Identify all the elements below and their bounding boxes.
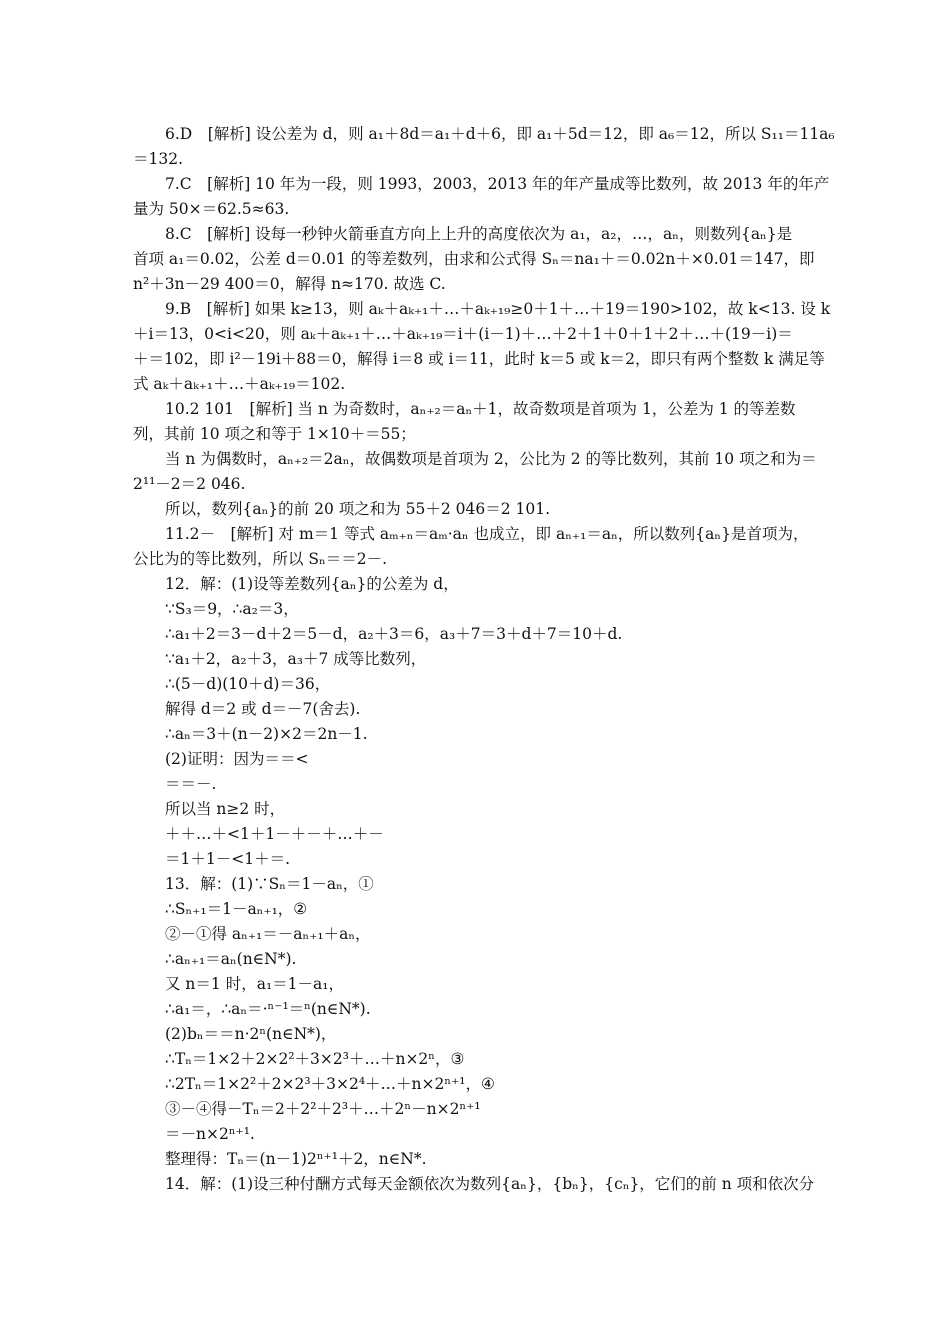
text-line: 量为 50×＝62.5≈63. xyxy=(133,200,290,218)
text-line: ∴aₙ＝3＋(n－2)×2＝2n－1. xyxy=(165,725,368,743)
text-line: ∴(5－d)(10＋d)＝36， xyxy=(165,675,331,693)
text-line: ∴Sₙ₊₁＝1－aₙ₊₁，② xyxy=(165,900,308,918)
text-line: 公比为的等比数列，所以 Sₙ＝＝2－. xyxy=(133,550,388,568)
text-line: n²＋3n－29 400＝0，解得 n≈170. 故选 C. xyxy=(133,275,446,293)
text-line: 所以当 n≥2 时， xyxy=(165,800,286,818)
text-line: (2)证明：因为＝＝< xyxy=(165,750,309,768)
text-line: ②－①得 aₙ₊₁＝－aₙ₊₁＋aₙ， xyxy=(165,925,371,943)
text-line: ∵a₁＋2，a₂＋3，a₃＋7 成等比数列， xyxy=(165,650,427,668)
text-line: (2)bₙ＝＝n·2ⁿ(n∈N*)， xyxy=(165,1025,337,1043)
text-line: ∴a₁＝，∴aₙ＝·ⁿ⁻¹＝ⁿ(n∈N*). xyxy=(165,1000,371,1018)
text-line: 所以，数列{aₙ}的前 20 项之和为 55＋2 046＝2 101. xyxy=(165,500,551,518)
text-line: ∵S₃＝9，∴a₂＝3， xyxy=(165,600,299,618)
text-line: ∴a₁＋2＝3－d＋2＝5－d，a₂＋3＝6，a₃＋7＝3＋d＋7＝10＋d. xyxy=(165,625,623,643)
text-line: ∴2Tₙ＝1×2²＋2×2³＋3×2⁴＋…＋n×2ⁿ⁺¹，④ xyxy=(165,1075,495,1093)
text-line: 13．解：(1)∵Sₙ＝1－aₙ，① xyxy=(165,875,374,893)
text-line: 列，其前 10 项之和等于 1×10＋＝55； xyxy=(133,425,416,443)
text-line: ∴Tₙ＝1×2＋2×2²＋3×2³＋…＋n×2ⁿ，③ xyxy=(165,1050,465,1068)
text-line: 11.2－ [解析] 对 m＝1 等式 aₘ₊ₙ＝aₘ·aₙ 也成立，即 aₙ₊₁＝aₙ，所以数列{aₙ}是首项为， xyxy=(165,525,809,543)
text-line: 10.2 101 [解析] 当 n 为奇数时，aₙ₊₂＝aₙ＋1，故奇数项是首项为 1，公差为 1 的等差数 xyxy=(165,400,796,418)
text-line: 6.D [解析] 设公差为 d，则 a₁＋8d＝a₁＋d＋6，即 a₁＋5d＝12，即 a₆＝12，所以 S₁₁＝11a₆ xyxy=(165,125,835,143)
text-line: 12．解：(1)设等差数列{aₙ}的公差为 d， xyxy=(165,575,459,593)
text-line: 14．解：(1)设三种付酬方式每天金额依次为数列{aₙ}，{bₙ}，{cₙ}，它们的前 n 项和依次分 xyxy=(165,1175,815,1193)
text-line: 9.B [解析] 如果 k≥13，则 aₖ＋aₖ₊₁＋…＋aₖ₊₁₉≥0＋1＋…＋19＝190>102，故 k<13. 设 k xyxy=(165,300,831,318)
text-line: 2¹¹－2＝2 046. xyxy=(133,475,246,493)
text-line: 7.C [解析] 10 年为一段，则 1993，2003，2013 年的年产量成等比数列，故 2013 年的年产 xyxy=(165,175,830,193)
text-line: ＋＝102，即 i²－19i＋88＝0，解得 i＝8 或 i＝11，此时 k＝5 或 k＝2，即只有两个整数 k 满足等 xyxy=(133,350,825,368)
text-line: 8.C [解析] 设每一秒钟火箭垂直方向上上升的高度依次为 a₁，a₂，…，aₙ，则数列{aₙ}是 xyxy=(165,225,793,243)
text-line: ＝－n×2ⁿ⁺¹. xyxy=(165,1125,255,1143)
text-line: 整理得：Tₙ＝(n－1)2ⁿ⁺¹＋2，n∈N*. xyxy=(165,1150,427,1168)
text-line: 解得 d＝2 或 d＝－7(舍去). xyxy=(165,700,361,718)
text-line: ＝132. xyxy=(133,150,184,168)
text-line: ＝1＋1－<1＋＝. xyxy=(165,850,290,868)
text-line: 首项 a₁＝0.02，公差 d＝0.01 的等差数列，由求和公式得 Sₙ＝na₁＋＝0.02n＋×0.01＝147，即 xyxy=(133,250,815,268)
text-line: ＋＋…＋<1＋1－＋－＋…＋－ xyxy=(165,825,384,843)
text-line: ＋i＝13，0<i<20，则 aₖ＋aₖ₊₁＋…＋aₖ₊₁₉＝i＋(i－1)＋…＋2＋1＋0＋1＋2＋…＋(19－i)＝ xyxy=(133,325,793,343)
text-line: 又 n＝1 时，a₁＝1－a₁， xyxy=(165,975,344,993)
text-line: 当 n 为偶数时，aₙ₊₂＝2aₙ，故偶数项是首项为 2，公比为 2 的等比数列，其前 10 项之和为＝ xyxy=(165,450,817,468)
text-line: ∴aₙ₊₁＝aₙ(n∈N*). xyxy=(165,950,297,968)
text-line: ③－④得－Tₙ＝2＋2²＋2³＋…＋2ⁿ－n×2ⁿ⁺¹ xyxy=(165,1100,481,1118)
text-line: ＝＝－. xyxy=(165,775,217,793)
text-line: 式 aₖ＋aₖ₊₁＋…＋aₖ₊₁₉＝102. xyxy=(133,375,346,393)
